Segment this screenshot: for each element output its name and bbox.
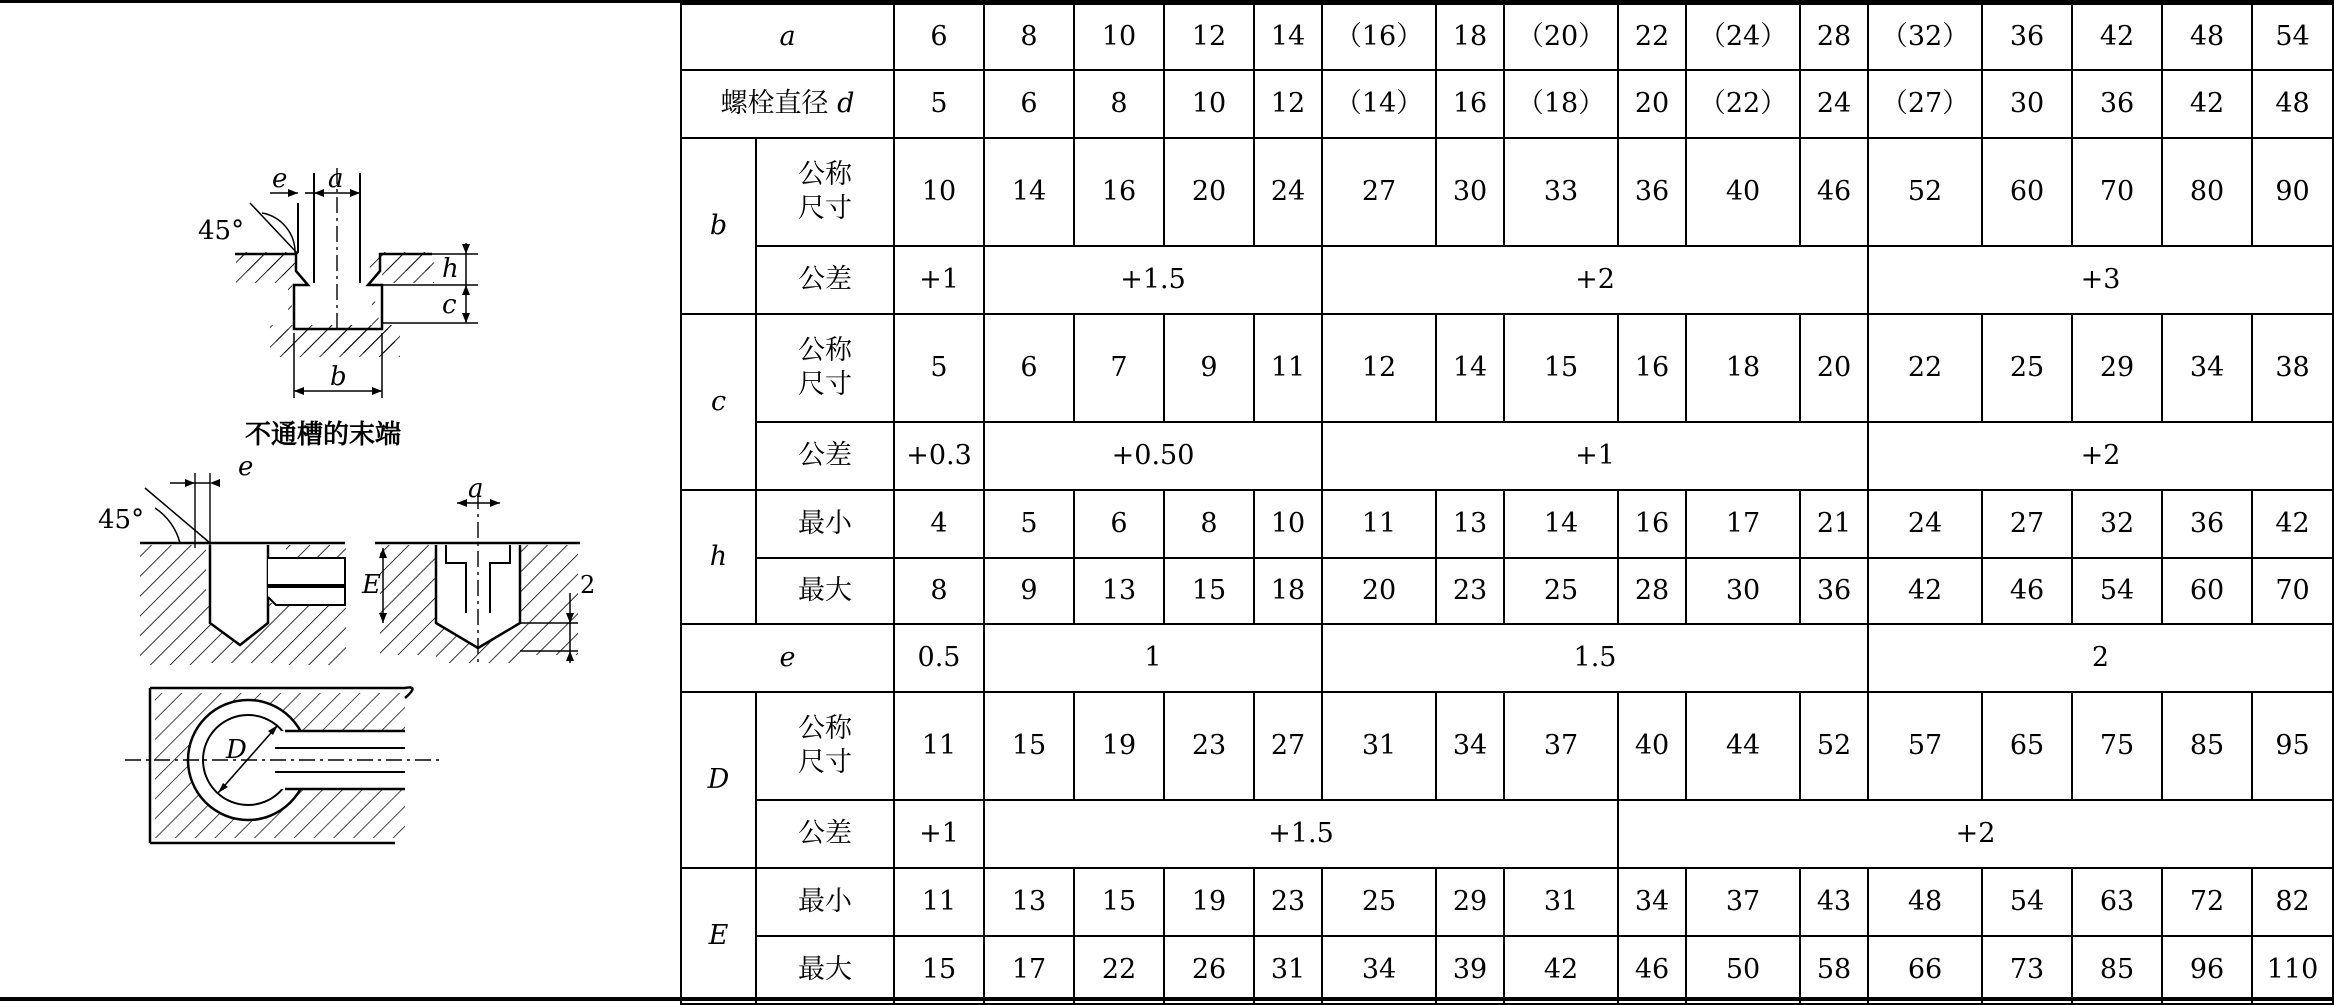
cell: 42: [2072, 4, 2162, 70]
cell: 34: [1322, 936, 1436, 1004]
cell: 2: [1868, 624, 2333, 692]
cell: 32: [2072, 490, 2162, 558]
dim-a-label: a: [328, 164, 344, 194]
cell: +1.5: [984, 800, 1618, 868]
cell: 57: [1868, 692, 1982, 800]
cell: 28: [1618, 558, 1686, 624]
t-slot-figure: [0, 3, 680, 997]
cell: 42: [2162, 70, 2252, 138]
cell: 28: [1800, 4, 1868, 70]
cell: 25: [1322, 868, 1436, 936]
dim-a-label-2: a: [468, 474, 484, 504]
cell: 20: [1618, 70, 1686, 138]
label-min: 最小: [756, 868, 894, 936]
cell: 20: [1800, 314, 1868, 422]
cell: 46: [1618, 936, 1686, 1004]
cell: （14）: [1322, 70, 1436, 138]
cell: 13: [984, 868, 1074, 936]
cell: 8: [1164, 490, 1254, 558]
cell: 4: [894, 490, 984, 558]
label-tolerance: 公差: [756, 800, 894, 868]
cell: （22）: [1686, 70, 1800, 138]
cell: 1: [984, 624, 1322, 692]
cell: 46: [1982, 558, 2072, 624]
cell: 70: [2252, 558, 2333, 624]
cell: 24: [1868, 490, 1982, 558]
label-b: b: [681, 138, 756, 314]
cell: 34: [1436, 692, 1504, 800]
cell: 15: [894, 936, 984, 1004]
cell: 34: [1618, 868, 1686, 936]
cell: 13: [1074, 558, 1164, 624]
cell: 21: [1800, 490, 1868, 558]
cell: 23: [1164, 692, 1254, 800]
cell: 34: [2162, 314, 2252, 422]
cell: 43: [1800, 868, 1868, 936]
label-nominal: 公称尺寸: [756, 692, 894, 800]
cell: 16: [1436, 70, 1504, 138]
cell: 54: [1982, 868, 2072, 936]
cell: （20）: [1504, 4, 1618, 70]
cell: 19: [1074, 692, 1164, 800]
cell: 12: [1322, 314, 1436, 422]
cell: 73: [1982, 936, 2072, 1004]
row-E-max: [681, 936, 2333, 1004]
cell: 25: [1504, 558, 1618, 624]
dim-2-label: 2: [580, 571, 596, 599]
cell: 72: [2162, 868, 2252, 936]
cell: +0.50: [984, 422, 1322, 490]
t-slot-section: [198, 164, 480, 398]
cell: 85: [2072, 936, 2162, 1004]
bolt-diameter-symbol: d: [837, 88, 855, 120]
cell: 16: [1618, 490, 1686, 558]
row-E-min: [681, 868, 2333, 936]
cell: 12: [1254, 70, 1322, 138]
cell: +2: [1618, 800, 2333, 868]
cell: 22: [1074, 936, 1164, 1004]
cell: 0.5: [894, 624, 984, 692]
cell: 29: [1436, 868, 1504, 936]
t-slot-drawing: [0, 3, 680, 997]
cell: 52: [1868, 138, 1982, 246]
cell: 31: [1504, 868, 1618, 936]
cell: 30: [1686, 558, 1800, 624]
cell: 10: [1164, 70, 1254, 138]
cell: 19: [1164, 868, 1254, 936]
label-tolerance: 公差: [756, 422, 894, 490]
cell: +1: [1322, 422, 1868, 490]
cell: +1: [894, 800, 984, 868]
cell: 26: [1164, 936, 1254, 1004]
label-a: a: [681, 4, 894, 70]
cell: 46: [1800, 138, 1868, 246]
cell: 8: [894, 558, 984, 624]
cell: 54: [2252, 4, 2333, 70]
cell: 48: [2162, 4, 2252, 70]
cell: +3: [1868, 246, 2333, 314]
cell: 15: [984, 692, 1074, 800]
cell: 36: [1982, 4, 2072, 70]
cell: 18: [1254, 558, 1322, 624]
cell: 25: [1982, 314, 2072, 422]
cell: 22: [1868, 314, 1982, 422]
cell: 27: [1982, 490, 2072, 558]
cell: +2: [1868, 422, 2333, 490]
cell: 17: [1686, 490, 1800, 558]
cell: 15: [1074, 868, 1164, 936]
row-d: [681, 70, 2333, 138]
cell: 9: [1164, 314, 1254, 422]
cell: 12: [1164, 4, 1254, 70]
label-h: h: [681, 490, 756, 624]
cell: +1.5: [984, 246, 1322, 314]
cell: 31: [1254, 936, 1322, 1004]
bolt-diameter-text: 螺栓直径: [720, 88, 838, 120]
cell: 36: [1800, 558, 1868, 624]
cell: （32）: [1868, 4, 1982, 70]
cell: 36: [2162, 490, 2252, 558]
cell: 52: [1800, 692, 1868, 800]
cell: 65: [1982, 692, 2072, 800]
cell: 23: [1254, 868, 1322, 936]
cell: 10: [1074, 4, 1164, 70]
label-bolt-diameter: [681, 70, 894, 138]
cell: 80: [2162, 138, 2252, 246]
row-h-min: [681, 490, 2333, 558]
angle-label-mid: 45°: [98, 505, 145, 535]
cell: 5: [894, 70, 984, 138]
row-b-tolerance: [681, 246, 2333, 314]
cell: 54: [2072, 558, 2162, 624]
label-D: D: [681, 692, 756, 868]
dim-E-label: E: [362, 570, 381, 600]
cell: 6: [1074, 490, 1164, 558]
cell: 30: [1436, 138, 1504, 246]
cell: 63: [2072, 868, 2162, 936]
cell: +2: [1322, 246, 1868, 314]
cell: 6: [894, 4, 984, 70]
cell: 13: [1436, 490, 1504, 558]
cell: 42: [1504, 936, 1618, 1004]
cell: 50: [1686, 936, 1800, 1004]
cell: 30: [1982, 70, 2072, 138]
label-max: 最大: [756, 558, 894, 624]
cell: 11: [1254, 314, 1322, 422]
row-c-tolerance: [681, 422, 2333, 490]
cell: 11: [1322, 490, 1436, 558]
cell: （24）: [1686, 4, 1800, 70]
cell: 40: [1686, 138, 1800, 246]
label-max: 最大: [756, 936, 894, 1004]
cell: 16: [1074, 138, 1164, 246]
cell: 90: [2252, 138, 2333, 246]
cell: 5: [984, 490, 1074, 558]
cell: 95: [2252, 692, 2333, 800]
cell: 85: [2162, 692, 2252, 800]
cell: 42: [2252, 490, 2333, 558]
cell: 82: [2252, 868, 2333, 936]
cell: 75: [2072, 692, 2162, 800]
cell: 22: [1618, 4, 1686, 70]
dim-D-label: D: [226, 735, 247, 765]
slot-end-sections: [98, 452, 595, 665]
cell: 48: [2252, 70, 2333, 138]
row-D-nominal: [681, 692, 2333, 800]
row-D-tolerance: [681, 800, 2333, 868]
dim-b-label: b: [330, 362, 347, 392]
row-a: [681, 4, 2333, 70]
cell: 18: [1436, 4, 1504, 70]
cell: 27: [1254, 692, 1322, 800]
row-e: [681, 624, 2333, 692]
row-b-nominal: [681, 138, 2333, 246]
t-slot-dimension-table: [680, 3, 2334, 1005]
dim-e-label-2: e: [238, 452, 254, 482]
slot-plan-view: [125, 687, 440, 843]
cell: 10: [894, 138, 984, 246]
cell: 38: [2252, 314, 2333, 422]
cell: 23: [1436, 558, 1504, 624]
cell: 36: [1618, 138, 1686, 246]
cell: 60: [2162, 558, 2252, 624]
cell: 6: [984, 70, 1074, 138]
label-nominal: 公称尺寸: [756, 138, 894, 246]
cell: 70: [2072, 138, 2162, 246]
label-e: e: [681, 624, 894, 692]
cell: +1: [894, 246, 984, 314]
cell: 18: [1686, 314, 1800, 422]
cell: 29: [2072, 314, 2162, 422]
cell: （18）: [1504, 70, 1618, 138]
figure-caption: 不通槽的末端: [245, 420, 402, 450]
cell: 6: [984, 314, 1074, 422]
dim-c-label: c: [442, 290, 457, 320]
cell: 24: [1800, 70, 1868, 138]
cell: 14: [1254, 4, 1322, 70]
cell: 37: [1504, 692, 1618, 800]
cell: 8: [1074, 70, 1164, 138]
cell: 33: [1504, 138, 1618, 246]
dim-e-label: e: [272, 164, 288, 194]
cell: 96: [2162, 936, 2252, 1004]
label-tolerance: 公差: [756, 246, 894, 314]
cell: 31: [1322, 692, 1436, 800]
label-nominal: 公称尺寸: [756, 314, 894, 422]
cell: 20: [1322, 558, 1436, 624]
row-c-nominal: [681, 314, 2333, 422]
cell: 11: [894, 868, 984, 936]
label-E: E: [681, 868, 756, 1004]
cell: 1.5: [1322, 624, 1868, 692]
cell: 66: [1868, 936, 1982, 1004]
label-min: 最小: [756, 490, 894, 558]
cell: 11: [894, 692, 984, 800]
cell: 37: [1686, 868, 1800, 936]
cell: 15: [1164, 558, 1254, 624]
cell: 36: [2072, 70, 2162, 138]
cell: 15: [1504, 314, 1618, 422]
angle-label-top: 45°: [198, 216, 245, 246]
row-h-max: [681, 558, 2333, 624]
cell: 14: [984, 138, 1074, 246]
cell: 10: [1254, 490, 1322, 558]
cell: 8: [984, 4, 1074, 70]
cell: 39: [1436, 936, 1504, 1004]
cell: 16: [1618, 314, 1686, 422]
cell: 17: [984, 936, 1074, 1004]
cell: 58: [1800, 936, 1868, 1004]
cell: 14: [1504, 490, 1618, 558]
cell: 42: [1868, 558, 1982, 624]
cell: 40: [1618, 692, 1686, 800]
cell: 14: [1436, 314, 1504, 422]
cell: 20: [1164, 138, 1254, 246]
cell: 48: [1868, 868, 1982, 936]
cell: 60: [1982, 138, 2072, 246]
cell: （16）: [1322, 4, 1436, 70]
cell: 27: [1322, 138, 1436, 246]
dim-h-label: h: [442, 254, 459, 284]
cell: 24: [1254, 138, 1322, 246]
cell: 7: [1074, 314, 1164, 422]
cell: 5: [894, 314, 984, 422]
label-c: c: [681, 314, 756, 490]
cell: （27）: [1868, 70, 1982, 138]
cell: 110: [2252, 936, 2333, 1004]
cell: +0.3: [894, 422, 984, 490]
bottom-rule: [0, 997, 2334, 1001]
cell: 9: [984, 558, 1074, 624]
cell: 44: [1686, 692, 1800, 800]
